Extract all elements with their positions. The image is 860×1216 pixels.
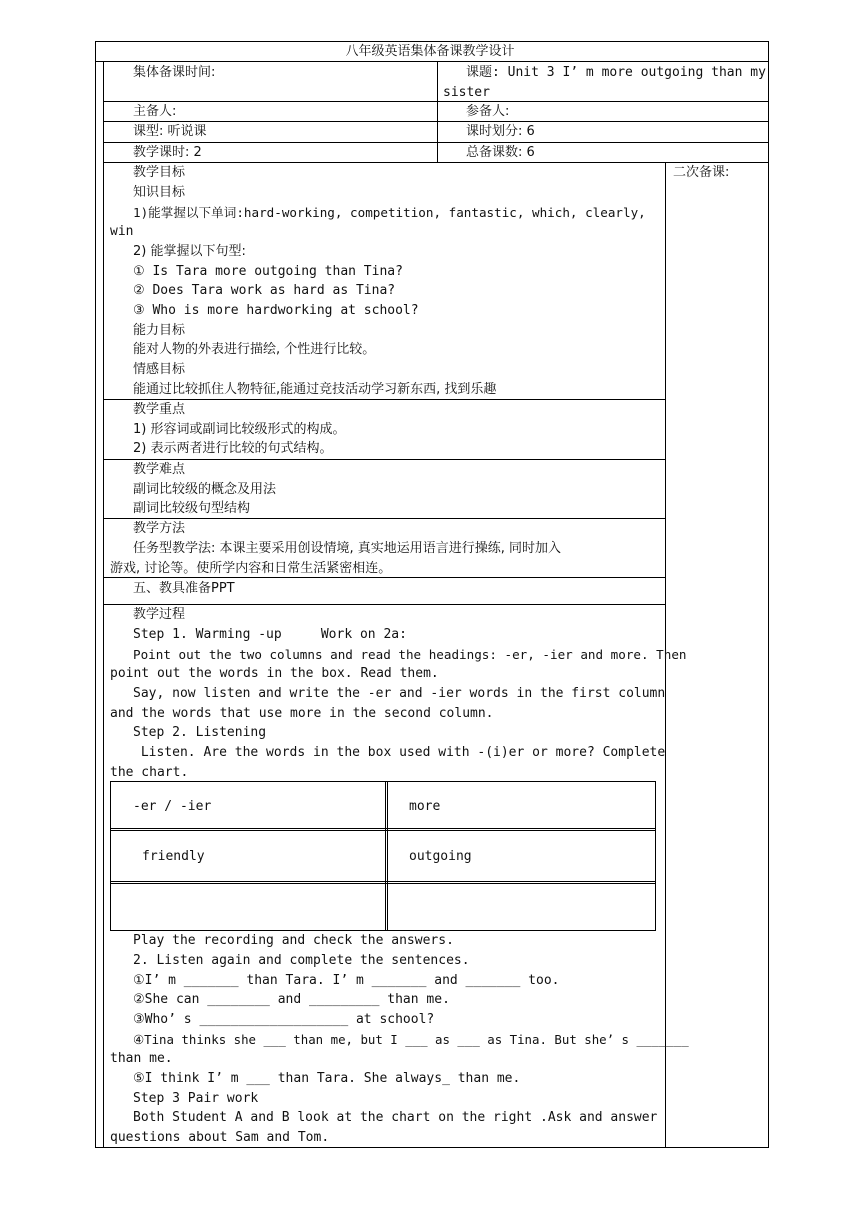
- process-para-1a: Point out the two columns and read the headings: -er, -ier and more. Then: [133, 647, 687, 662]
- process-para-2b: and the words that use more in the second column.: [110, 706, 494, 721]
- chart-col1-row1: friendly: [142, 849, 205, 864]
- step-2: Step 2. Listening: [133, 725, 267, 740]
- difficulty-1: 副词比较级的概念及用法: [133, 482, 277, 497]
- process-para-3b: the chart.: [110, 765, 189, 780]
- ability-heading: 能力目标: [133, 323, 186, 338]
- rule: [103, 142, 769, 143]
- lesson-type: 课型: 听说课: [133, 124, 207, 139]
- period-division: 课时划分: 6: [466, 124, 535, 139]
- chart-col2-header: more: [409, 799, 441, 814]
- emotion-heading: 情感目标: [133, 362, 186, 377]
- question-2: ②She can ________ and _________ than me.: [133, 992, 450, 1007]
- topic-line-1: 课题: Unit 3 I’ m more outgoing than my: [466, 65, 766, 80]
- prep-time-label: 集体备课时间:: [133, 65, 216, 80]
- emotion-text: 能通过比较抓住人物特征,能通过竞技活动学习新东西, 找到乐趣: [133, 382, 497, 397]
- step-3: Step 3 Pair work: [133, 1091, 259, 1106]
- process-para-4b: questions about Sam and Tom.: [110, 1130, 330, 1145]
- process-para-4a: Both Student A and B look at the chart on the right .Ask and answer: [133, 1110, 658, 1125]
- rule: [110, 830, 656, 831]
- question-3: ③Who’ s ___________________ at school?: [133, 1012, 435, 1027]
- rule: [103, 61, 104, 1148]
- methods-heading: 教学方法: [133, 521, 186, 536]
- rule: [103, 604, 665, 605]
- question-4a: ④Tina thinks she ___ than me, but I ___ as ___ as Tina. But she’ s _______: [133, 1032, 689, 1047]
- knowledge-heading: 知识目标: [133, 185, 186, 200]
- process-para-3a: Listen. Are the words in the box used with -(i)er or more? Complete: [133, 745, 666, 760]
- rule: [110, 881, 656, 882]
- chart-col1-header: -er / -ier: [133, 799, 212, 814]
- key-point-2: 2) 表示两者进行比较的句式结构。: [133, 441, 333, 456]
- play-recording: Play the recording and check the answers.: [133, 933, 454, 948]
- process-heading: 教学过程: [133, 607, 186, 622]
- process-para-2a: Say, now listen and write the -er and -ier words in the first column: [133, 686, 666, 701]
- page-title: 八年级英语集体备课教学设计: [345, 44, 515, 59]
- vocab-line-1: 1)能掌握以下单词:hard-working, competition, fantastic, which, clearly,: [133, 205, 646, 220]
- methods-line-2: 游戏, 讨论等。使所学内容和日常生活紧密相连。: [110, 561, 392, 576]
- difficulty-2: 副词比较级句型结构: [133, 501, 251, 516]
- lesson-period: 教学课时: 2: [133, 145, 202, 160]
- rule: [385, 781, 386, 931]
- question-5: ⑤I think I’ m ___ than Tara. She always_ than me.: [133, 1071, 521, 1086]
- topic-line-2: sister: [443, 85, 490, 100]
- ability-text: 能对人物的外表进行描绘, 个性进行比较。: [133, 342, 376, 357]
- process-para-1b: point out the words in the box. Read them.: [110, 666, 439, 681]
- question-1: ①I’ m _______ than Tara. I’ m _______ and _______ too.: [133, 973, 560, 988]
- sentence-1: ① Is Tara more outgoing than Tina?: [133, 264, 403, 279]
- sentences-heading: 2) 能掌握以下句型:: [133, 244, 246, 259]
- rule: [103, 459, 665, 460]
- key-points-heading: 教学重点: [133, 402, 186, 417]
- host-label: 主备人:: [133, 104, 177, 119]
- rule: [387, 781, 388, 931]
- question-4b: than me.: [110, 1051, 173, 1066]
- step-1: Step 1. Warming -up Work on 2a:: [133, 627, 407, 642]
- tools-text: 五、教具准备PPT: [133, 581, 235, 596]
- rule: [103, 101, 769, 102]
- methods-line-1: 任务型教学法: 本课主要采用创设情境, 真实地运用语言进行操练, 同时加入: [133, 541, 562, 556]
- sentence-3: ③ Who is more hardworking at school?: [133, 303, 419, 318]
- chart-col2-row1: outgoing: [409, 849, 472, 864]
- key-point-1: 1) 形容词或副词比较级形式的构成。: [133, 422, 346, 437]
- sentence-2: ② Does Tara work as hard as Tina?: [133, 283, 396, 298]
- objectives-heading: 教学目标: [133, 165, 186, 180]
- difficulties-heading: 教学难点: [133, 462, 186, 477]
- rule: [103, 162, 769, 163]
- second-prep-label: 二次备课:: [673, 165, 730, 180]
- vocab-line-2: win: [110, 224, 134, 239]
- listen-again: 2. Listen again and complete the sentences.: [133, 953, 470, 968]
- participants-label: 参备人:: [466, 104, 510, 119]
- rule: [110, 883, 656, 884]
- rule: [110, 828, 656, 829]
- rule: [437, 61, 438, 162]
- total-periods: 总备课数: 6: [466, 145, 535, 160]
